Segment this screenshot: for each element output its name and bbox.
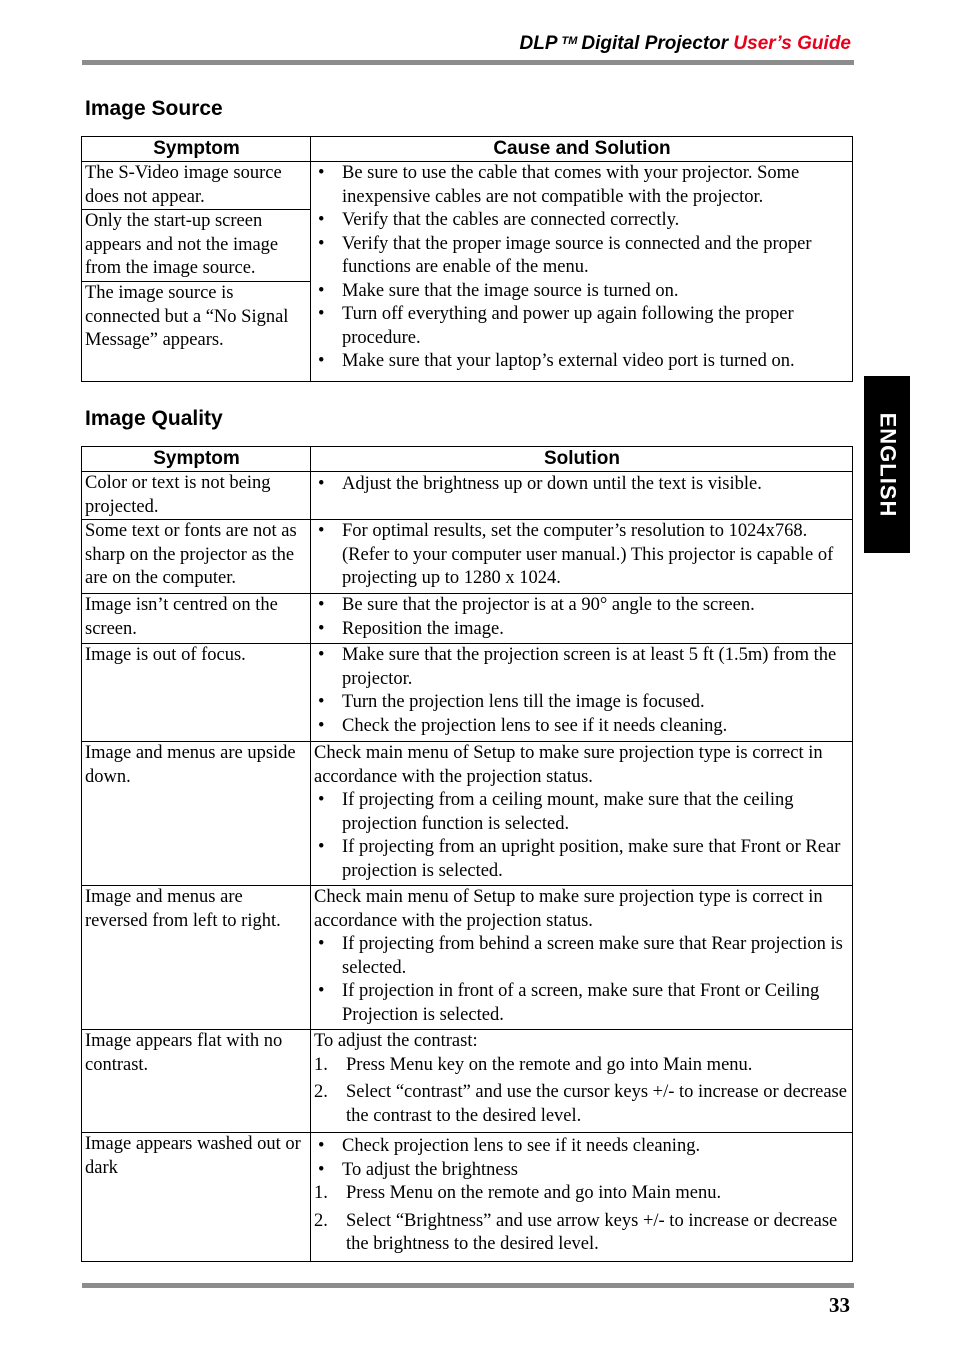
column-header-solution: Solution (311, 447, 853, 472)
solution-cell (311, 1133, 853, 1262)
step-text: Press Menu on the remote and go into Main menu. (346, 1183, 722, 1203)
list-item: • Make sure that your laptop’s external video port is turned on. (314, 350, 850, 374)
step-text: Select “contrast” and use the cursor keys +/- to increase or decrease the contrast to the desired level. (346, 1082, 847, 1126)
step-number: 2. (314, 1210, 328, 1231)
symptom-cell: Color or text is not being projected. (82, 472, 311, 520)
list-item: • Make sure that the projection screen is at least 5 ft (1.5m) from the projector. (314, 644, 850, 691)
list-item: • Turn off everything and power up again following the proper procedure. (314, 303, 850, 350)
list-item (314, 1182, 850, 1206)
list-item: • Verify that the cables are connected correctly. (314, 209, 850, 233)
running-header (0, 33, 851, 55)
table-row (82, 644, 853, 742)
list-item: • Be sure to use the cable that comes with your projector. Some inexpensive cables are not compatible with the projector. (314, 162, 850, 209)
column-header-symptom: Symptom (82, 447, 311, 472)
list-item: • Adjust the brightness up or down until the text is visible. (314, 473, 850, 497)
footer-rule (82, 1283, 854, 1288)
list-item: • Reposition the image. (314, 618, 850, 642)
table-row (82, 472, 853, 520)
table-row (82, 162, 853, 210)
solution-cell (311, 644, 853, 742)
solution-intro: Check main menu of Setup to make sure projection type is correct in accordance with the projection status. (314, 743, 823, 787)
table-row (82, 1133, 853, 1262)
header-dlp: DLP (519, 33, 558, 54)
symptom-cell: The S-Video image source does not appear. (82, 162, 311, 210)
section-title-image-source: Image Source (85, 97, 223, 120)
list-item: • Verify that the proper image source is connected and the proper functions are enable of the menu. (314, 233, 850, 280)
list-item: • Check the projection lens to see if it needs cleaning. (314, 715, 850, 739)
image-source-table (81, 136, 853, 382)
section-title-image-quality: Image Quality (85, 407, 223, 430)
page-number: 33 (829, 1293, 850, 1317)
list-item (314, 1210, 850, 1257)
header-guide: User’s Guide (733, 33, 851, 54)
table-row (82, 520, 853, 594)
solution-cell (311, 742, 853, 886)
header-product: Digital Projector (581, 33, 729, 54)
symptom-cell: Image and menus are reversed from left to right. (82, 886, 311, 1030)
solution-intro: To adjust the contrast: (314, 1031, 478, 1051)
solution-intro: Check main menu of Setup to make sure projection type is correct in accordance with the projection status. (314, 887, 823, 931)
step-number: 1. (314, 1183, 328, 1203)
language-tab-label: ENGLISH (875, 412, 901, 517)
symptom-cell: Image isn’t centred on the screen. (82, 594, 311, 644)
cause-solution-cell (311, 162, 853, 382)
step-list (314, 1182, 850, 1257)
list-item: • Make sure that the image source is turned on. (314, 280, 850, 304)
header-trademark: TM (561, 35, 578, 47)
step-list (314, 1054, 850, 1129)
list-item: • For optimal results, set the computer’s resolution to 1024x768. (Refer to your computer user manual.) This projector is capable of projecting up to 1280 x 1024. (314, 520, 850, 591)
list-item: • To adjust the brightness (314, 1159, 850, 1183)
column-header-symptom: Symptom (82, 137, 311, 162)
image-quality-table (81, 446, 853, 1262)
step-number: 1. (314, 1054, 328, 1075)
table-row (82, 1030, 853, 1133)
table-header-row (82, 447, 853, 472)
symptom-cell: Image appears washed out or dark (82, 1133, 311, 1262)
header-rule (82, 60, 854, 65)
list-item: • Turn the projection lens till the image is focused. (314, 691, 850, 715)
symptom-cell: Only the start-up screen appears and not the image from the image source. (82, 210, 311, 282)
table-row (82, 594, 853, 644)
list-item: • Check projection lens to see if it needs cleaning. (314, 1135, 850, 1159)
list-item (314, 1081, 850, 1128)
list-item: • If projection in front of a screen, make sure that Front or Ceiling Projection is selected. (314, 980, 850, 1027)
step-number: 2. (314, 1082, 328, 1102)
list-item: • If projecting from behind a screen make sure that Rear projection is selected. (314, 933, 850, 980)
solution-cell (311, 1030, 853, 1133)
solution-cell (311, 594, 853, 644)
step-text: Select “Brightness” and use arrow keys +/- to increase or decrease the brightness to the desired level. (346, 1210, 838, 1254)
table-row (82, 886, 853, 1030)
column-header-cause-solution: Cause and Solution (311, 137, 853, 162)
table-row (82, 742, 853, 886)
list-item: • If projecting from a ceiling mount, make sure that the ceiling projection function is selected. (314, 789, 850, 836)
symptom-cell: Image is out of focus. (82, 644, 311, 742)
list-item: • If projecting from an upright position, make sure that Front or Rear projection is selected. (314, 836, 850, 883)
symptom-cell: Image appears flat with no contrast. (82, 1030, 311, 1133)
table-header-row (82, 137, 853, 162)
solution-cell (311, 472, 853, 520)
symptom-cell: Some text or fonts are not as sharp on the projector as the are on the computer. (82, 520, 311, 594)
step-text: Press Menu key on the remote and go into Main menu. (346, 1054, 753, 1075)
symptom-cell: Image and menus are upside down. (82, 742, 311, 886)
solution-cell (311, 886, 853, 1030)
cause-list (314, 162, 850, 374)
solution-cell (311, 520, 853, 594)
symptom-cell: The image source is connected but a “No Signal Message” appears. (82, 282, 311, 382)
list-item: • Be sure that the projector is at a 90° angle to the screen. (314, 594, 850, 618)
language-tab (864, 376, 910, 553)
list-item (314, 1054, 850, 1078)
